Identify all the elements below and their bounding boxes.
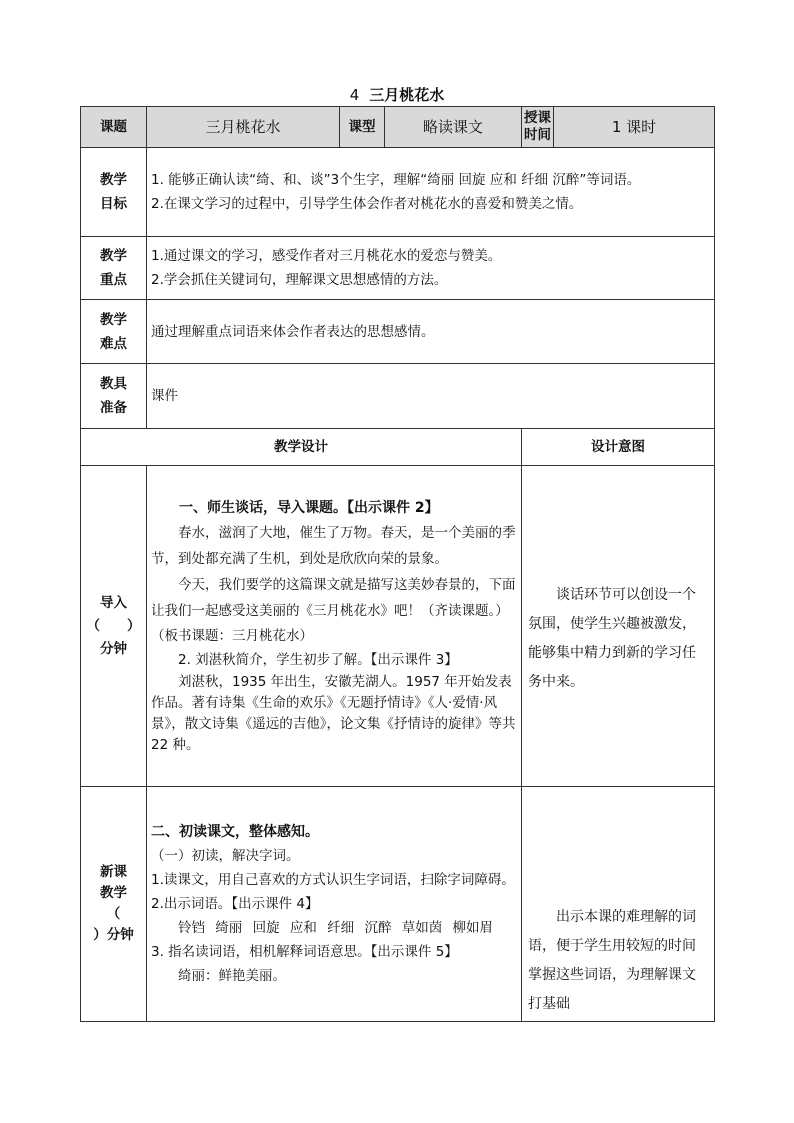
key-points-content <box>147 237 715 300</box>
goals-label-cell <box>81 148 147 237</box>
intro-label-cell <box>81 466 147 787</box>
new-lesson-label-cell <box>81 787 147 1022</box>
key-point-1: 1.通过课文的学习，感受作者对三月桃花水的爱恋与赞美。 <box>151 248 502 264</box>
goal-2: 2.在课文学习的过程中，引导学生体会作者对桃花水的喜爱和赞美之情。 <box>151 196 583 212</box>
goals-label-line-2: 目标 <box>100 196 127 212</box>
difficulties-label-line-1: 教学 <box>100 311 127 328</box>
key-points-row <box>81 237 715 300</box>
intro-para-1: 春水，滋润了大地，催生了万物。春天，是一个美丽的季节，到处都充满了生机，到处是欣欣向荣的景象。 <box>151 525 516 567</box>
goals-row <box>81 148 715 237</box>
design-header-right <box>522 429 715 466</box>
new-lesson-label-line-3: （ <box>106 906 121 922</box>
tools-row <box>81 364 715 429</box>
topic-label: 课题 <box>100 119 127 135</box>
tools-label-line-2: 准备 <box>100 400 127 416</box>
type-value: 略读课文 <box>422 118 483 136</box>
lesson-title: 三月桃花水 <box>369 86 445 104</box>
time-value: 1 课时 <box>611 118 657 136</box>
key-points-label-line-1: 教学 <box>100 248 127 264</box>
teaching-design-heading: 教学设计 <box>274 439 328 455</box>
new-lesson-intent: 出示本课的难理解的词语，便于学生用较短的时间掌握这些词语，为理解课文打基础 <box>528 909 696 1012</box>
time-value-cell <box>554 107 715 148</box>
difficulty-text: 通过理解重点词语来体会作者表达的思想感情。 <box>151 323 435 340</box>
difficulties-content <box>147 300 715 364</box>
type-value-cell <box>385 107 522 148</box>
vocabulary-words: 铃铛 绮丽 回旋 应和 纤细 沉醉 草如茵 柳如眉 <box>178 920 494 936</box>
intro-label-line-3: 分钟 <box>100 640 127 657</box>
page-title <box>0 84 794 105</box>
time-label-cell <box>522 107 554 148</box>
intro-intent-cell <box>522 466 715 787</box>
intro-content <box>147 466 522 787</box>
goals-content <box>147 148 715 237</box>
tools-text: 课件 <box>151 388 178 404</box>
type-label-cell <box>340 107 385 148</box>
type-label: 课型 <box>348 119 376 135</box>
intro-heading: 一、师生谈话，导入课题。【出示课件 2】 <box>179 500 439 516</box>
new-lesson-sub: （一）初读，解决字词。 <box>151 848 300 864</box>
new-lesson-label-line-2: 教学 <box>100 885 127 901</box>
intro-board-note: （板书课题：三月桃花水） <box>151 628 313 644</box>
author-bio: 刘湛秋，1935 年出生，安徽芜湖人。1957 年开始发表作品。著有诗集《生命的欢乐》《无题抒情诗》《人·爱情·风景》，散文诗集《遥远的吉他》，论文集《抒情诗的旋律》等共 22 种。 <box>151 674 516 753</box>
new-lesson-row <box>81 787 715 1022</box>
new-lesson-intent-cell <box>522 787 715 1022</box>
design-header-left <box>81 429 522 466</box>
design-header-row <box>81 429 715 466</box>
difficulties-label-line-2: 难点 <box>100 335 127 352</box>
lesson-number: 4 <box>349 86 360 104</box>
difficulties-row <box>81 300 715 364</box>
topic-value-cell <box>147 107 340 148</box>
intro-intent: 谈话环节可以创设一个氛围，使学生兴趣被激发，能够集中精力到新的学习任务中来。 <box>528 587 696 690</box>
new-lesson-heading: 二、初读课文，整体感知。 <box>151 824 319 840</box>
goals-label-line-1: 教学 <box>100 172 127 188</box>
key-points-label-line-2: 重点 <box>100 272 127 288</box>
design-intent-heading: 设计意图 <box>591 439 645 455</box>
header-row <box>81 107 715 148</box>
definition-1: 绮丽：鲜艳美丽。 <box>178 968 286 984</box>
new-lesson-step-2: 2.出示词语。【出示课件 4】 <box>151 896 319 912</box>
goal-1: 1. 能够正确认读“绮、和、谈”3个生字，理解“绮丽 回旋 应和 纤细 沉醉”等词语。 <box>151 172 641 188</box>
key-point-2: 2.学会抓住关键词句，理解课文思想感情的方法。 <box>151 272 448 288</box>
new-lesson-content <box>147 787 522 1022</box>
intro-label-line-1: 导入 <box>100 594 127 611</box>
tools-label-line-1: 教具 <box>100 376 127 392</box>
time-label-line-1: 授课 <box>524 110 551 126</box>
time-label-line-2: 时间 <box>524 127 551 143</box>
tools-label-cell <box>81 364 147 429</box>
topic-value: 三月桃花水 <box>205 118 281 136</box>
tools-content <box>147 364 715 429</box>
difficulties-label-cell <box>81 300 147 364</box>
intro-row <box>81 466 715 787</box>
new-lesson-label-line-1: 新课 <box>100 864 127 880</box>
intro-label-line-2: （ ） <box>86 617 141 634</box>
intro-para-2: 今天，我们要学的这篇课文就是描写这美妙春景的，下面让我们一起感受这美丽的《三月桃花水》吧！（齐读课题。） <box>151 577 516 619</box>
lesson-plan-table <box>80 106 715 1022</box>
new-lesson-step-1: 1.读课文，用自己喜欢的方式认识生字词语，扫除字词障碍。 <box>151 872 515 888</box>
new-lesson-label-line-4: ）分钟 <box>93 927 134 943</box>
intro-step-2: 2. 刘湛秋简介，学生初步了解。【出示课件 3】 <box>178 652 458 668</box>
topic-label-cell <box>81 107 147 148</box>
key-points-label-cell <box>81 237 147 300</box>
new-lesson-step-3: 3. 指名读词语，相机解释词语意思。【出示课件 5】 <box>151 944 458 960</box>
